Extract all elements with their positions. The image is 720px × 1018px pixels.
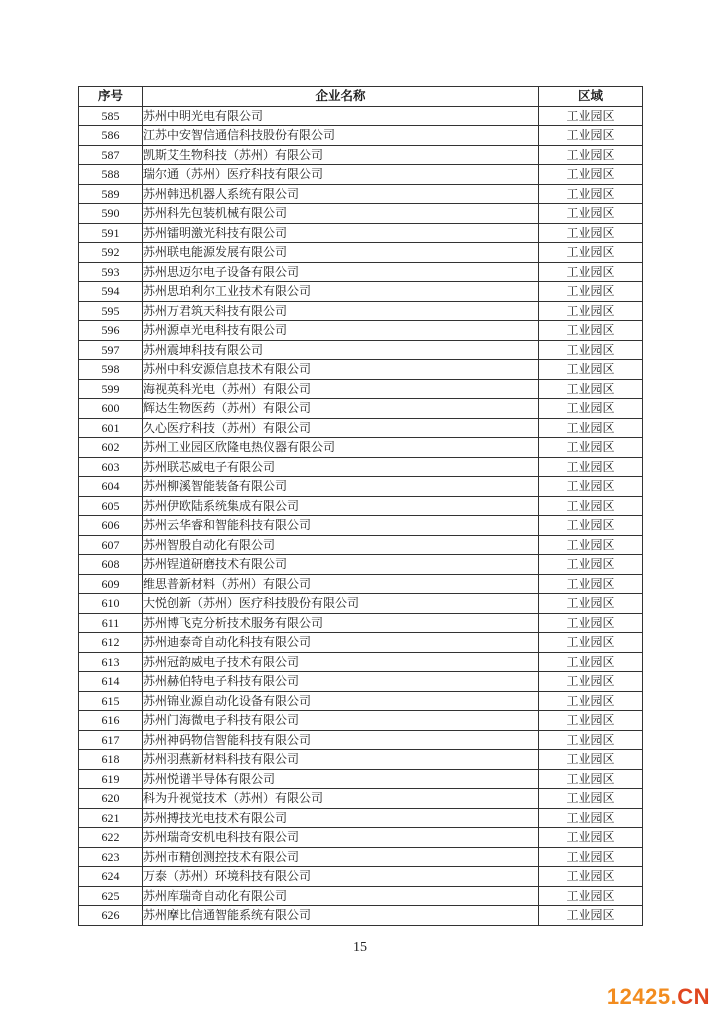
row-serial-number: 605 xyxy=(79,496,143,516)
table-row xyxy=(79,301,643,321)
row-company-name: 苏州工业园区欣隆电热仪器有限公司 xyxy=(143,438,539,458)
watermark-name: 12425 xyxy=(606,984,671,1009)
table-row xyxy=(79,516,643,536)
table-row xyxy=(79,165,643,185)
row-company-name: 苏州中明光电有限公司 xyxy=(143,106,539,126)
header-serial-number: 序号 xyxy=(79,87,143,107)
row-serial-number: 604 xyxy=(79,477,143,497)
row-company-name: 苏州搏技光电技术有限公司 xyxy=(143,808,539,828)
row-region: 工业园区 xyxy=(539,691,643,711)
row-region: 工业园区 xyxy=(539,340,643,360)
row-company-name: 久心医疗科技（苏州）有限公司 xyxy=(143,418,539,438)
row-company-name: 苏州云华睿和智能科技有限公司 xyxy=(143,516,539,536)
header-region: 区域 xyxy=(539,87,643,107)
row-region: 工业园区 xyxy=(539,808,643,828)
table-row xyxy=(79,496,643,516)
row-region: 工业园区 xyxy=(539,360,643,380)
table-row xyxy=(79,711,643,731)
table-row xyxy=(79,808,643,828)
row-region: 工业园区 xyxy=(539,145,643,165)
table-row xyxy=(79,418,643,438)
table-row xyxy=(79,457,643,477)
row-serial-number: 626 xyxy=(79,906,143,926)
row-serial-number: 593 xyxy=(79,262,143,282)
row-serial-number: 588 xyxy=(79,165,143,185)
row-serial-number: 624 xyxy=(79,867,143,887)
table-row xyxy=(79,847,643,867)
row-serial-number: 597 xyxy=(79,340,143,360)
table-row xyxy=(79,438,643,458)
row-company-name: 苏州科先包装机械有限公司 xyxy=(143,204,539,224)
row-company-name: 苏州柳溪智能装备有限公司 xyxy=(143,477,539,497)
row-serial-number: 606 xyxy=(79,516,143,536)
site-watermark-logo xyxy=(607,984,710,1010)
row-company-name: 苏州伊欧陆系统集成有限公司 xyxy=(143,496,539,516)
row-region: 工业园区 xyxy=(539,106,643,126)
row-serial-number: 611 xyxy=(79,613,143,633)
table-header-row xyxy=(79,87,643,107)
row-serial-number: 607 xyxy=(79,535,143,555)
row-company-name: 苏州博飞克分析技术服务有限公司 xyxy=(143,613,539,633)
row-region: 工业园区 xyxy=(539,594,643,614)
table-row xyxy=(79,828,643,848)
row-serial-number: 603 xyxy=(79,457,143,477)
row-serial-number: 618 xyxy=(79,750,143,770)
row-region: 工业园区 xyxy=(539,867,643,887)
row-serial-number: 586 xyxy=(79,126,143,146)
row-region: 工业园区 xyxy=(539,165,643,185)
row-region: 工业园区 xyxy=(539,535,643,555)
row-company-name: 维思普新材料（苏州）有限公司 xyxy=(143,574,539,594)
table-row xyxy=(79,574,643,594)
row-company-name: 苏州库瑞奇自动化有限公司 xyxy=(143,886,539,906)
row-company-name: 苏州中科安源信息技术有限公司 xyxy=(143,360,539,380)
table-row xyxy=(79,204,643,224)
row-serial-number: 625 xyxy=(79,886,143,906)
row-serial-number: 600 xyxy=(79,399,143,419)
row-region: 工业园区 xyxy=(539,711,643,731)
row-company-name: 苏州锦业源自动化设备有限公司 xyxy=(143,691,539,711)
row-company-name: 苏州羽燕新材料科技有限公司 xyxy=(143,750,539,770)
row-serial-number: 610 xyxy=(79,594,143,614)
table-row xyxy=(79,594,643,614)
table-row xyxy=(79,789,643,809)
table-row xyxy=(79,321,643,341)
row-serial-number: 602 xyxy=(79,438,143,458)
row-region: 工业园区 xyxy=(539,477,643,497)
row-serial-number: 621 xyxy=(79,808,143,828)
table-row xyxy=(79,145,643,165)
row-serial-number: 615 xyxy=(79,691,143,711)
row-serial-number: 589 xyxy=(79,184,143,204)
row-company-name: 苏州思珀利尔工业技术有限公司 xyxy=(143,282,539,302)
table-row xyxy=(79,672,643,692)
row-company-name: 苏州瑞奇安机电科技有限公司 xyxy=(143,828,539,848)
row-company-name: 苏州锃道研磨技术有限公司 xyxy=(143,555,539,575)
row-region: 工业园区 xyxy=(539,906,643,926)
row-serial-number: 617 xyxy=(79,730,143,750)
table-row xyxy=(79,282,643,302)
row-serial-number: 612 xyxy=(79,633,143,653)
table-row xyxy=(79,867,643,887)
row-serial-number: 613 xyxy=(79,652,143,672)
header-company-name: 企业名称 xyxy=(143,87,539,107)
row-region: 工业园区 xyxy=(539,750,643,770)
row-serial-number: 596 xyxy=(79,321,143,341)
row-region: 工业园区 xyxy=(539,418,643,438)
row-region: 工业园区 xyxy=(539,496,643,516)
row-serial-number: 609 xyxy=(79,574,143,594)
table-row xyxy=(79,652,643,672)
enterprise-table xyxy=(78,86,643,926)
table-row xyxy=(79,379,643,399)
table-row xyxy=(79,535,643,555)
row-region: 工业园区 xyxy=(539,438,643,458)
row-region: 工业园区 xyxy=(539,633,643,653)
row-region: 工业园区 xyxy=(539,847,643,867)
row-region: 工业园区 xyxy=(539,730,643,750)
row-company-name: 苏州韩迅机器人系统有限公司 xyxy=(143,184,539,204)
row-region: 工业园区 xyxy=(539,555,643,575)
row-company-name: 瑞尔通（苏州）医疗科技有限公司 xyxy=(143,165,539,185)
row-region: 工业园区 xyxy=(539,223,643,243)
row-region: 工业园区 xyxy=(539,886,643,906)
row-company-name: 辉达生物医药（苏州）有限公司 xyxy=(143,399,539,419)
row-serial-number: 601 xyxy=(79,418,143,438)
row-company-name: 苏州源卓光电科技有限公司 xyxy=(143,321,539,341)
row-company-name: 科为升视觉技术（苏州）有限公司 xyxy=(143,789,539,809)
row-region: 工业园区 xyxy=(539,243,643,263)
row-company-name: 苏州思迈尔电子设备有限公司 xyxy=(143,262,539,282)
page-number: 15 xyxy=(353,940,367,955)
row-region: 工业园区 xyxy=(539,262,643,282)
row-company-name: 苏州冠韵威电子技术有限公司 xyxy=(143,652,539,672)
row-company-name: 苏州震坤科技有限公司 xyxy=(143,340,539,360)
row-region: 工业园区 xyxy=(539,789,643,809)
row-region: 工业园区 xyxy=(539,282,643,302)
table-row xyxy=(79,399,643,419)
table-row xyxy=(79,730,643,750)
row-serial-number: 595 xyxy=(79,301,143,321)
row-region: 工业园区 xyxy=(539,828,643,848)
row-region: 工业园区 xyxy=(539,769,643,789)
table-row xyxy=(79,223,643,243)
row-region: 工业园区 xyxy=(539,184,643,204)
watermark-dot: . xyxy=(670,984,678,1009)
row-serial-number: 598 xyxy=(79,360,143,380)
table-row xyxy=(79,769,643,789)
row-company-name: 凯斯艾生物科技（苏州）有限公司 xyxy=(143,145,539,165)
row-region: 工业园区 xyxy=(539,126,643,146)
table-row xyxy=(79,106,643,126)
row-region: 工业园区 xyxy=(539,321,643,341)
row-company-name: 江苏中安智信通信科技股份有限公司 xyxy=(143,126,539,146)
row-region: 工业园区 xyxy=(539,516,643,536)
row-company-name: 苏州镭明激光科技有限公司 xyxy=(143,223,539,243)
row-company-name: 苏州赫伯特电子科技有限公司 xyxy=(143,672,539,692)
row-company-name: 苏州摩比信通智能系统有限公司 xyxy=(143,906,539,926)
table-row xyxy=(79,243,643,263)
row-region: 工业园区 xyxy=(539,204,643,224)
row-region: 工业园区 xyxy=(539,574,643,594)
table-row xyxy=(79,262,643,282)
row-company-name: 苏州联芯威电子有限公司 xyxy=(143,457,539,477)
table-row xyxy=(79,633,643,653)
row-region: 工业园区 xyxy=(539,399,643,419)
row-company-name: 万泰（苏州）环境科技有限公司 xyxy=(143,867,539,887)
table-row xyxy=(79,906,643,926)
row-region: 工业园区 xyxy=(539,457,643,477)
table-row xyxy=(79,691,643,711)
row-serial-number: 620 xyxy=(79,789,143,809)
table-row xyxy=(79,126,643,146)
row-serial-number: 608 xyxy=(79,555,143,575)
row-serial-number: 614 xyxy=(79,672,143,692)
row-serial-number: 599 xyxy=(79,379,143,399)
table-row xyxy=(79,360,643,380)
table-row xyxy=(79,340,643,360)
row-company-name: 苏州神码物信智能科技有限公司 xyxy=(143,730,539,750)
row-serial-number: 616 xyxy=(79,711,143,731)
table-row xyxy=(79,750,643,770)
row-serial-number: 585 xyxy=(79,106,143,126)
row-region: 工业园区 xyxy=(539,613,643,633)
table-row xyxy=(79,477,643,497)
row-company-name: 苏州悦谱半导体有限公司 xyxy=(143,769,539,789)
row-region: 工业园区 xyxy=(539,379,643,399)
row-company-name: 大悦创新（苏州）医疗科技股份有限公司 xyxy=(143,594,539,614)
watermark-tld: CN xyxy=(677,984,710,1009)
row-serial-number: 592 xyxy=(79,243,143,263)
row-serial-number: 622 xyxy=(79,828,143,848)
row-company-name: 苏州联电能源发展有限公司 xyxy=(143,243,539,263)
table-row xyxy=(79,886,643,906)
row-serial-number: 591 xyxy=(79,223,143,243)
table-row xyxy=(79,184,643,204)
row-serial-number: 619 xyxy=(79,769,143,789)
row-company-name: 苏州门海微电子科技有限公司 xyxy=(143,711,539,731)
row-region: 工业园区 xyxy=(539,652,643,672)
row-company-name: 苏州市精创测控技术有限公司 xyxy=(143,847,539,867)
row-company-name: 苏州迪泰奇自动化科技有限公司 xyxy=(143,633,539,653)
row-region: 工业园区 xyxy=(539,672,643,692)
row-serial-number: 623 xyxy=(79,847,143,867)
row-company-name: 苏州智殷自动化有限公司 xyxy=(143,535,539,555)
row-company-name: 苏州万君筑天科技有限公司 xyxy=(143,301,539,321)
row-region: 工业园区 xyxy=(539,301,643,321)
table-row xyxy=(79,555,643,575)
row-serial-number: 587 xyxy=(79,145,143,165)
table-body xyxy=(79,106,643,925)
row-serial-number: 594 xyxy=(79,282,143,302)
row-serial-number: 590 xyxy=(79,204,143,224)
row-company-name: 海视英科光电（苏州）有限公司 xyxy=(143,379,539,399)
table-row xyxy=(79,613,643,633)
